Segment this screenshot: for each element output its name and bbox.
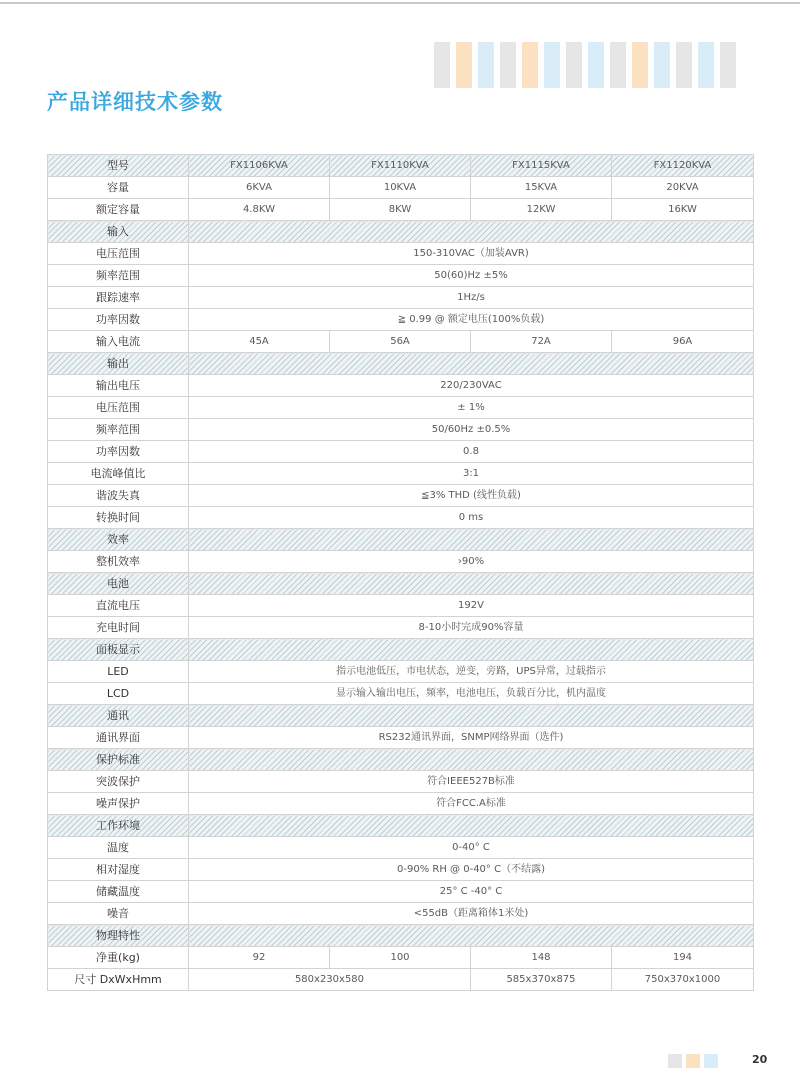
section-title: 效率 xyxy=(48,529,189,551)
row-label: 相对湿度 xyxy=(48,859,189,881)
cell-value: 192V xyxy=(189,595,754,617)
section-title: 物理特性 xyxy=(48,925,189,947)
cell-value: 16KW xyxy=(612,199,754,221)
cell-value: 显示输入输出电压，频率，电池电压，负载百分比，机内温度 xyxy=(189,683,754,705)
section-header-input xyxy=(48,221,754,243)
footer-decor-squares xyxy=(668,1054,718,1068)
cell-value: 12KW xyxy=(471,199,612,221)
row-label: 额定容量 xyxy=(48,199,189,221)
row-label: 储藏温度 xyxy=(48,881,189,903)
page-title: 产品详细技术参数 xyxy=(47,90,223,114)
section-title: 输出 xyxy=(48,353,189,375)
table-row xyxy=(48,727,754,749)
cell-value: 符合FCC.A标准 xyxy=(189,793,754,815)
row-label: LED xyxy=(48,661,189,683)
table-row xyxy=(48,617,754,639)
table-row xyxy=(48,441,754,463)
table-row xyxy=(48,287,754,309)
table-row xyxy=(48,551,754,573)
table-row xyxy=(48,177,754,199)
cell-value: 15KVA xyxy=(471,177,612,199)
cell-value: 3:1 xyxy=(189,463,754,485)
cell-value: 100 xyxy=(330,947,471,969)
cell-value: <55dB（距离箱体1米处) xyxy=(189,903,754,925)
table-row xyxy=(48,661,754,683)
model-name: FX1106KVA xyxy=(189,155,330,177)
section-header-protection xyxy=(48,749,754,771)
table-row xyxy=(48,595,754,617)
cell-value: ± 1% xyxy=(189,397,754,419)
row-label: 频率范围 xyxy=(48,419,189,441)
cell-value: 194 xyxy=(612,947,754,969)
cell-value: RS232通讯界面，SNMP网络界面（选件) xyxy=(189,727,754,749)
cell-value: 20KVA xyxy=(612,177,754,199)
section-fill xyxy=(189,749,754,771)
row-label: 噪声保护 xyxy=(48,793,189,815)
table-row xyxy=(48,837,754,859)
section-header-output xyxy=(48,353,754,375)
section-fill xyxy=(189,815,754,837)
table-row xyxy=(48,463,754,485)
table-row xyxy=(48,397,754,419)
cell-value: 220/230VAC xyxy=(189,375,754,397)
row-label: 转换时间 xyxy=(48,507,189,529)
cell-value: 92 xyxy=(189,947,330,969)
table-row xyxy=(48,881,754,903)
row-label: 温度 xyxy=(48,837,189,859)
row-label: 充电时间 xyxy=(48,617,189,639)
decorative-color-bars xyxy=(434,42,736,88)
section-fill xyxy=(189,705,754,727)
model-name: FX1110KVA xyxy=(330,155,471,177)
section-fill xyxy=(189,221,754,243)
row-label: 电压范围 xyxy=(48,243,189,265)
row-label: 功率因数 xyxy=(48,309,189,331)
row-label: 电压范围 xyxy=(48,397,189,419)
row-label: LCD xyxy=(48,683,189,705)
cell-value: 150-310VAC（加装AVR) xyxy=(189,243,754,265)
section-fill xyxy=(189,925,754,947)
table-row xyxy=(48,331,754,353)
cell-value: ›90% xyxy=(189,551,754,573)
cell-value: 45A xyxy=(189,331,330,353)
row-label: 容量 xyxy=(48,177,189,199)
cell-value: 10KVA xyxy=(330,177,471,199)
cell-value: ≦3% THD (线性负载) xyxy=(189,485,754,507)
section-title: 面板显示 xyxy=(48,639,189,661)
cell-value: 1Hz/s xyxy=(189,287,754,309)
table-row xyxy=(48,793,754,815)
section-header-physical xyxy=(48,925,754,947)
cell-value: 50(60)Hz ±5% xyxy=(189,265,754,287)
cell-value: 6KVA xyxy=(189,177,330,199)
section-header-battery xyxy=(48,573,754,595)
top-rule xyxy=(0,2,800,4)
row-label: 通讯界面 xyxy=(48,727,189,749)
table-row xyxy=(48,265,754,287)
table-row xyxy=(48,683,754,705)
section-fill xyxy=(189,573,754,595)
section-fill xyxy=(189,353,754,375)
row-label: 直流电压 xyxy=(48,595,189,617)
table-row xyxy=(48,309,754,331)
cell-value: 50/60Hz ±0.5% xyxy=(189,419,754,441)
cell-value: 0.8 xyxy=(189,441,754,463)
row-label: 谐波失真 xyxy=(48,485,189,507)
cell-value: 4.8KW xyxy=(189,199,330,221)
section-header-environment xyxy=(48,815,754,837)
row-label: 跟踪速率 xyxy=(48,287,189,309)
model-label: 型号 xyxy=(48,155,189,177)
model-header-row xyxy=(48,155,754,177)
cell-value: 25° C -40° C xyxy=(189,881,754,903)
cell-value: 符合IEEE527B标准 xyxy=(189,771,754,793)
table-row xyxy=(48,243,754,265)
table-row xyxy=(48,485,754,507)
cell-value: 0 ms xyxy=(189,507,754,529)
row-label: 频率范围 xyxy=(48,265,189,287)
row-label: 突波保护 xyxy=(48,771,189,793)
table-row xyxy=(48,947,754,969)
cell-value: 56A xyxy=(330,331,471,353)
cell-value: 148 xyxy=(471,947,612,969)
table-row xyxy=(48,419,754,441)
table-row xyxy=(48,507,754,529)
cell-value: 0-40° C xyxy=(189,837,754,859)
row-label: 输出电压 xyxy=(48,375,189,397)
cell-value: 585x370x875 xyxy=(471,969,612,991)
spec-table xyxy=(47,154,754,991)
table-row xyxy=(48,859,754,881)
table-row xyxy=(48,903,754,925)
table-row xyxy=(48,771,754,793)
section-fill xyxy=(189,529,754,551)
row-label: 噪音 xyxy=(48,903,189,925)
row-label: 尺寸 DxWxHmm xyxy=(48,969,189,991)
section-title: 输入 xyxy=(48,221,189,243)
cell-value: 8KW xyxy=(330,199,471,221)
row-label: 功率因数 xyxy=(48,441,189,463)
row-label: 整机效率 xyxy=(48,551,189,573)
cell-value: 96A xyxy=(612,331,754,353)
cell-value: 8-10小时完成90%容量 xyxy=(189,617,754,639)
section-header-panel xyxy=(48,639,754,661)
table-row xyxy=(48,375,754,397)
table-row xyxy=(48,199,754,221)
section-title: 电池 xyxy=(48,573,189,595)
section-fill xyxy=(189,639,754,661)
row-label: 输入电流 xyxy=(48,331,189,353)
cell-value: 指示电池低压，市电状态，逆变，旁路，UPS异常，过载指示 xyxy=(189,661,754,683)
model-name: FX1120KVA xyxy=(612,155,754,177)
section-title: 工作环境 xyxy=(48,815,189,837)
cell-value: 750x370x1000 xyxy=(612,969,754,991)
cell-value: ≧ 0.99 @ 额定电压(100%负载) xyxy=(189,309,754,331)
cell-value: 580x230x580 xyxy=(189,969,471,991)
cell-value: 0-90% RH @ 0-40° C（不结露) xyxy=(189,859,754,881)
table-row xyxy=(48,969,754,991)
model-name: FX1115KVA xyxy=(471,155,612,177)
row-label: 净重(kg) xyxy=(48,947,189,969)
page-number: 20 xyxy=(752,1053,768,1066)
section-title: 保护标准 xyxy=(48,749,189,771)
section-header-efficiency xyxy=(48,529,754,551)
row-label: 电流峰值比 xyxy=(48,463,189,485)
section-title: 通讯 xyxy=(48,705,189,727)
section-header-comm xyxy=(48,705,754,727)
cell-value: 72A xyxy=(471,331,612,353)
